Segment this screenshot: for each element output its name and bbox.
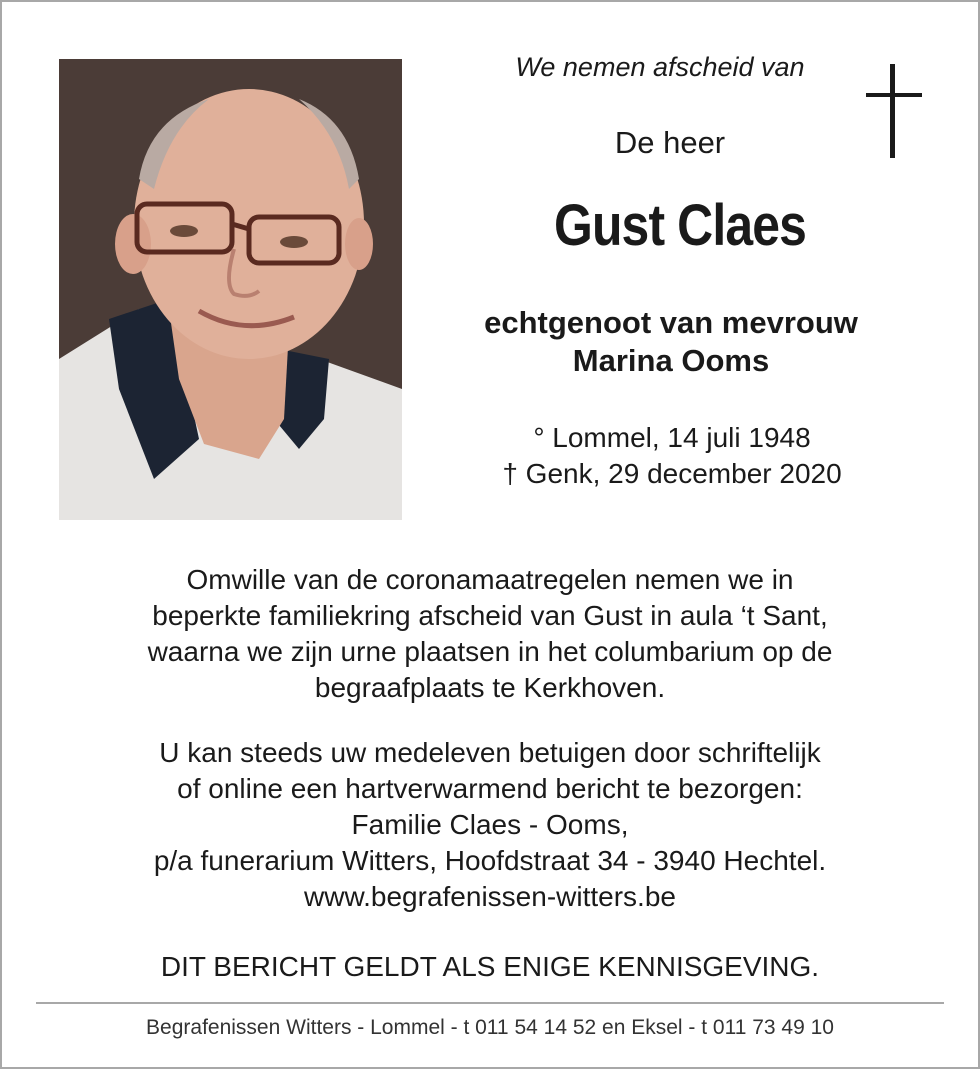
deceased-name: Gust Claes — [554, 193, 806, 258]
paragraph-line: waarna we zijn urne plaatsen in het columbarium op de — [147, 636, 833, 667]
paragraph-line: U kan steeds uw medeleven betuigen door schriftelijk — [159, 737, 821, 768]
spouse-block — [430, 304, 912, 380]
condolences-paragraph — [40, 735, 940, 915]
paragraph-line: of online een hartverwarmend bericht te bezorgen: — [177, 773, 803, 804]
death-date: † Genk, 29 december 2020 — [502, 458, 842, 489]
footer-divider — [36, 1002, 944, 1004]
address-line: p/a funerarium Witters, Hoofdstraat 34 - 3940 Hechtel. — [153, 845, 827, 876]
salutation: De heer — [614, 125, 726, 160]
portrait-photo — [59, 59, 402, 520]
paragraph-line: Omwille van de coronamaatregelen nemen we in — [186, 564, 794, 595]
cross-icon — [866, 64, 922, 158]
paragraph-line: beperkte familiekring afscheid van Gust in aula ‘t Sant, — [152, 600, 828, 631]
website-link[interactable]: www.begrafenissen-witters.be — [304, 881, 676, 912]
intro-text: We nemen afscheid van — [515, 52, 805, 82]
family-name-line: Familie Claes - Ooms, — [351, 809, 629, 840]
official-notice: DIT BERICHT GELDT ALS ENIGE KENNISGEVING. — [160, 951, 820, 982]
paragraph-line: begraafplaats te Kerkhoven. — [314, 672, 666, 703]
arrangements-paragraph — [40, 562, 940, 706]
birth-date: ° Lommel, 14 juli 1948 — [533, 422, 811, 453]
dates-block — [440, 420, 904, 492]
spouse-line-1: echtgenoot van mevrouw — [484, 305, 858, 340]
footer-contact: Begrafenissen Witters - Lommel - t 011 54 14 52 en Eksel - t 011 73 49 10 — [146, 1016, 834, 1039]
spouse-line-2: Marina Ooms — [572, 343, 770, 378]
